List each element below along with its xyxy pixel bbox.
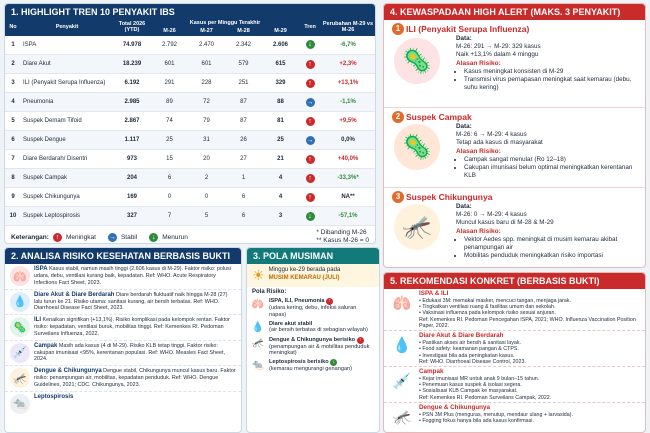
cell-change: +40,0% [321, 150, 375, 169]
cell-m26: 6 [151, 169, 188, 188]
risk-item-campak [5, 341, 241, 367]
col-kasus: Kasus per Minggu Terakhir [151, 20, 299, 28]
table-body [5, 36, 375, 226]
rec-item-ispa [384, 289, 645, 331]
arrow-up-icon: ↑ [306, 79, 315, 88]
cell-m27: 79 [188, 112, 225, 131]
risk-item-lepto [5, 392, 241, 416]
note-2: ** Kasus M-26 = 0 [316, 237, 369, 244]
cell-trend [299, 36, 321, 55]
rec-line: • Pastikan akses air bersih & sanitasi layak. [419, 339, 521, 346]
cell-name: Diare Berdarah/ Disentri [21, 150, 113, 169]
season-title: 3. POLA MUSIMAN [247, 248, 379, 264]
cell-m27: 5 [188, 207, 225, 226]
cell-no: 3 [5, 74, 21, 93]
cell-change: -1,1% [321, 93, 375, 112]
col-penyakit: Penyakit [21, 20, 113, 36]
legend-label: Keterangan: [11, 233, 49, 241]
sun-icon: ☀ [252, 267, 265, 283]
col-tren: Tren [299, 20, 321, 36]
legend-down: Menurun [162, 233, 188, 241]
risk-label: Alasan Risiko: [456, 59, 501, 67]
mosquito-icon: 🦟 [394, 204, 440, 250]
table-row [5, 112, 375, 131]
table-notes [316, 229, 369, 244]
cell-m26: 25 [151, 131, 188, 150]
note-1: * Dibanding M-26 [316, 229, 367, 237]
arrow-down-icon: ↓ [306, 212, 315, 221]
season-text: (air bersih terbatas di sebagian wilayah) [269, 327, 368, 334]
cell-m26: 0 [151, 188, 188, 207]
data-line: Naik +13,1% dalam 4 minggu [456, 51, 539, 59]
arrow-up-icon: ↑ [306, 193, 315, 202]
season-panel [246, 247, 380, 433]
arrow-down-icon: ↓ [149, 233, 158, 242]
risk-head: Campak [34, 342, 58, 349]
cell-trend [299, 55, 321, 74]
rec-line: • Fogging fokus hanya bila ada kasus konfirmasi. [419, 418, 534, 424]
cell-m26: 89 [151, 93, 188, 112]
cell-name: ILI (Penyakit Serupa Influenza) [21, 74, 113, 93]
cell-no: 1 [5, 36, 21, 55]
cell-m26: 291 [151, 74, 188, 93]
table-row [5, 74, 375, 93]
risk-item-dengue [5, 366, 241, 392]
rec-line: Ref: Kemenkes RI. Pedoman Pencegahan ISPA, 2021; WHO. Influenza Vaccination Position Paper, 2022. [419, 316, 636, 329]
data-line: M-26: 0 → M-29: 4 kasus [456, 211, 527, 219]
reason-list [456, 68, 639, 93]
cell-total: 327 [113, 207, 151, 226]
cell-trend [299, 93, 321, 112]
rat-icon: 🐀 [10, 394, 30, 414]
table-row [5, 36, 375, 55]
cell-total: 2.867 [113, 112, 151, 131]
arrow-right-icon: → [306, 136, 314, 144]
cell-trend [299, 169, 321, 188]
table-row [5, 188, 375, 207]
cell-total: 18.239 [113, 55, 151, 74]
cell-change: 0,0% [321, 131, 375, 150]
col-m26: M-26 [151, 28, 188, 36]
cell-m28: 579 [225, 55, 262, 74]
highlight-panel [4, 3, 376, 244]
season-item-dengue [247, 336, 379, 359]
arrow-right-icon: → [108, 233, 116, 241]
reason: • Cakupan imunisasi belum optimal meningkatkan kerentanan KLB [464, 164, 639, 180]
cell-m26: 74 [151, 112, 188, 131]
cell-m28: 2.342 [225, 36, 262, 55]
cell-no: 5 [5, 112, 21, 131]
season-text: (kemarau mengurangi genangan) [269, 366, 353, 373]
cell-m28: 87 [225, 93, 262, 112]
col-m29: M-29 [262, 28, 299, 36]
alert-name: Suspek Campak [406, 112, 472, 122]
cell-total: 1.117 [113, 131, 151, 150]
rec-line: • Edukasi 3M: memakai masker, mencuci tangan, menjaga jarak. [419, 297, 572, 304]
alert-item-campak [384, 108, 645, 188]
risk-head: ISPA [34, 266, 48, 272]
rec-line: • Food safety: keamanan pangan & CTPS. [419, 346, 519, 353]
cell-m28: 6 [225, 188, 262, 207]
cell-change: -57,1% [321, 207, 375, 226]
rec-line: • Penemuan kasus suspek & isolasi segera. [419, 382, 522, 389]
week-line: Minggu ke-29 berada pada [268, 267, 341, 273]
table-row [5, 93, 375, 112]
cell-m27: 601 [188, 55, 225, 74]
rec-line: • Investigasi bila ada peningkatan kasus. [419, 352, 515, 359]
season-head: Leptospirosis berisiko [269, 359, 329, 366]
rec-head: Diare Akut & Diare Berdarah [419, 332, 504, 340]
cell-name: ISPA [21, 36, 113, 55]
cell-m29: 329 [262, 74, 299, 93]
col-no: No [5, 20, 21, 36]
rec-line: • PSN 3M Plus (menguras, menutup, mendaur ulang + larvasida). [419, 411, 573, 418]
cell-m28: 87 [225, 112, 262, 131]
cell-no: 7 [5, 150, 21, 169]
alert-title: 4. KEWASPADAAN HIGH ALERT (MAKS. 3 PENYAKIT) [384, 4, 645, 20]
reason: • Campak sangat menular (Ro 12–18) [464, 156, 639, 164]
arrow-up-icon: ↑ [306, 117, 315, 126]
col-m28: M-28 [225, 28, 262, 36]
cell-total: 973 [113, 150, 151, 169]
cell-name: Suspek Campak [21, 169, 113, 188]
table-row [5, 207, 375, 226]
rec-head: Campak [419, 368, 444, 376]
arrow-up-icon: ↑ [326, 298, 333, 305]
cell-m28: 1 [225, 169, 262, 188]
cell-m29: 88 [262, 93, 299, 112]
season-text: (penampungan air & mobilitas penduduk meningkat) [269, 343, 370, 357]
cell-total: 6.192 [113, 74, 151, 93]
virus-icon: 🦠 [394, 124, 440, 170]
data-line: Muncul kasus baru di M-28 & M-29 [456, 219, 554, 227]
risk-text: Dengue stabil, Chikungunya muncul kasus baru. Faktor risiko: penampungan air, mobilitas, kepadatan penduduk. Ref: WHO. Dengue Guidelines, 2021; CDC. Chikungunya, 2023. [34, 368, 236, 388]
cell-m27: 20 [188, 150, 225, 169]
rec-line: • Vaksinasi influenza pada kelompok risiko sesuai anjuran. [419, 310, 556, 317]
risk-head: Leptospirosis [34, 393, 74, 400]
cell-name: Suspek Demam Tifoid [21, 112, 113, 131]
water-drop-icon: 💧 [392, 337, 412, 355]
risk-head: ILI [34, 317, 41, 323]
table-header-row [5, 20, 375, 28]
cell-trend [299, 150, 321, 169]
lungs-icon: 🫁 [251, 298, 265, 310]
arrow-down-icon: ↓ [330, 359, 337, 366]
col-total: Total 2026 (YTD) [113, 20, 151, 36]
lungs-icon: 🫁 [392, 295, 412, 312]
cell-m27: 228 [188, 74, 225, 93]
mosquito-icon: 🦟 [10, 368, 30, 388]
trend-table [5, 20, 375, 226]
cell-m28: 6 [225, 207, 262, 226]
cell-m29: 21 [262, 150, 299, 169]
cell-no: 8 [5, 169, 21, 188]
reason: • Transmisi virus pernapasan meningkat saat kemarau (debu, suhu kering) [464, 76, 639, 92]
rec-head: Dengue & Chikungunya [419, 404, 491, 412]
alert-number: 3 [392, 191, 404, 203]
cell-m26: 2.792 [151, 36, 188, 55]
alert-number: 2 [392, 111, 404, 123]
cell-change: +2,3% [321, 55, 375, 74]
season-head: Dengue & Chikungunya berisiko [269, 336, 356, 343]
cell-total: 74.978 [113, 36, 151, 55]
data-label: Data: [456, 123, 472, 130]
cell-change: +13,1% [321, 74, 375, 93]
virus-icon: 🦠 [10, 317, 30, 337]
risk-label: Alasan Risiko: [456, 227, 501, 235]
risk-item-diare [5, 290, 241, 316]
trend-legend [5, 226, 375, 244]
cell-no: 9 [5, 188, 21, 207]
table-row [5, 169, 375, 188]
analysis-panel [4, 247, 242, 433]
table-row [5, 150, 375, 169]
cell-m27: 2 [188, 169, 225, 188]
cell-m28: 251 [225, 74, 262, 93]
recs-title: 5. REKOMENDASI KONKRET (BERBASIS BUKTI) [384, 273, 645, 289]
cell-m27: 2.470 [188, 36, 225, 55]
alert-panel [383, 3, 646, 268]
season-head: ISPA, ILI, Pneumonia [269, 298, 325, 304]
reason: • Vektor Aedes spp. meningkat di musim kemarau akibat penampungan air [464, 236, 639, 252]
alert-item-ili [384, 20, 645, 108]
cell-no: 6 [5, 131, 21, 150]
cell-m26: 7 [151, 207, 188, 226]
risk-item-ispa [5, 264, 241, 290]
cell-m26: 601 [151, 55, 188, 74]
cell-no: 4 [5, 93, 21, 112]
lungs-icon: 🫁 [10, 266, 30, 286]
season-item-diare [247, 320, 379, 336]
cell-trend [299, 188, 321, 207]
legend-stable: Stabil [120, 233, 138, 241]
data-line: M-26: 6 → M-29: 4 kasus [456, 131, 527, 139]
reason-list [456, 236, 639, 261]
rat-icon: 🐀 [251, 360, 265, 372]
arrow-up-icon: ↑ [306, 60, 315, 69]
cell-trend [299, 112, 321, 131]
cell-name: Pneumonia [21, 93, 113, 112]
alert-number: 1 [392, 23, 404, 35]
alert-item-chikungunya [384, 188, 645, 268]
cell-trend [299, 74, 321, 93]
risk-label: Alasan Risiko: [456, 147, 501, 155]
season-name: MUSIM KEMARAU (JULI) [268, 274, 340, 281]
cell-m29: 3 [262, 207, 299, 226]
cell-m29: 25 [262, 131, 299, 150]
rec-item-campak [384, 367, 645, 403]
cell-m29: 4 [262, 188, 299, 207]
table-row [5, 55, 375, 74]
mosquito-icon: 🦟 [392, 409, 412, 427]
reason-list [456, 156, 639, 181]
season-banner [247, 264, 379, 287]
cell-m27: 31 [188, 131, 225, 150]
data-line: M-26: 291 → M-29: 329 kasus [456, 43, 541, 51]
cell-m28: 26 [225, 131, 262, 150]
rec-line: • Kejar imunisasi MR untuk anak 9 bulan–15 tahun. [419, 375, 540, 382]
cell-trend [299, 131, 321, 150]
alert-name: ILI (Penyakit Serupa Influenza) [406, 24, 530, 34]
rec-item-diare [384, 331, 645, 367]
highlight-title: 1. HIGHLIGHT TREN 10 PENYAKIT IBS [5, 4, 375, 20]
cell-change: NA** [321, 188, 375, 207]
reason: • Kasus meningkat konsisten di M-29 [464, 68, 639, 76]
cell-m28: 27 [225, 150, 262, 169]
cell-m29: 2.606 [262, 36, 299, 55]
risk-text: Kenaikan signifikan (+13,1%). Risiko komplikasi pada kelompok rentan. Faktor risiko: kepadatan, ventilasi buruk, mobilitas tinggi. Ref: Kemenkes RI. Pedoman Surveilans Influenza, 2022. [34, 317, 230, 337]
cell-trend [299, 207, 321, 226]
virus-icon: 🦠 [394, 38, 440, 84]
rec-head: ISPA & ILI [419, 290, 449, 297]
data-label: Data: [456, 203, 472, 210]
season-item-ispa [247, 297, 379, 320]
risk-head: Diare Akut & Diare Berdarah [34, 291, 115, 298]
arrow-up-icon: ↑ [306, 174, 315, 183]
water-drop-icon: 💧 [251, 321, 265, 333]
rec-line: Ref: Kemenkes RI. Pedoman Surveilans Campak, 2022. [419, 394, 552, 401]
season-head: Diare akut stabil [269, 320, 313, 327]
rec-line: • Tingkatkan ventilasi ruang & fasilitas umum dan sekolah. [419, 303, 556, 310]
data-label: Data: [456, 35, 472, 42]
rec-line: • Sosialisasi KLB Campak ke masyarakat. [419, 388, 518, 395]
alert-name: Suspek Chikungunya [406, 192, 493, 202]
cell-name: Suspek Chikungunya [21, 188, 113, 207]
reason: • Mobilitas penduduk meningkatkan risiko importasi [464, 252, 639, 260]
cell-total: 169 [113, 188, 151, 207]
risk-text: Kasus stabil, namun masih tinggi (2.606 kasus di M-29). Faktor risiko: polusi udara, debu, ventilasi kurang baik, kepadatan. Ref: WHO. Acute Respiratory Infections Fact Sheet, 2023. [34, 266, 231, 286]
cell-m29: 615 [262, 55, 299, 74]
col-m27: M-27 [188, 28, 225, 36]
col-perubahan: Perubahan M-29 vs M-26 [321, 20, 375, 36]
arrow-down-icon: ↓ [306, 40, 315, 49]
cell-total: 2.985 [113, 93, 151, 112]
arrow-up-icon: ↑ [306, 155, 315, 164]
cell-m27: 0 [188, 188, 225, 207]
cell-m29: 81 [262, 112, 299, 131]
rec-line: Ref: WHO. Diarrhoeal Disease Control, 2023. [419, 358, 526, 365]
cell-name: Suspek Leptospirosis [21, 207, 113, 226]
water-drop-icon: 💧 [10, 292, 30, 312]
risk-head: Dengue & Chikungunya [34, 368, 102, 374]
season-text: (udara kering, debu, infeksi saluran napas) [269, 305, 357, 318]
recs-panel [383, 272, 646, 433]
table-row [5, 131, 375, 150]
arrow-up-icon: ↑ [53, 233, 62, 242]
data-line: Tetap ada kasus di masyarakat [456, 139, 543, 147]
cell-no: 2 [5, 55, 21, 74]
cell-change: -33,3%* [321, 169, 375, 188]
syringe-icon: 💉 [10, 343, 30, 363]
rec-item-dengue [384, 403, 645, 431]
arrow-up-icon: ↑ [357, 337, 364, 344]
cell-total: 204 [113, 169, 151, 188]
risk-item-ili [5, 315, 241, 341]
risk-text: Masih ada kasus (4 di M-29). Risiko KLB tetap tinggi. Faktor risiko: cakupan imunisasi <95%, kerentanan populasi. Ref: WHO. Measles Fact Sheet, 2024. [34, 342, 226, 363]
cell-no: 10 [5, 207, 21, 226]
season-item-lepto [247, 358, 379, 374]
legend-up: Meningkat [65, 233, 96, 241]
cell-m29: 4 [262, 169, 299, 188]
mosquito-icon: 🦟 [251, 337, 265, 349]
pola-label: Pola Risiko: [252, 289, 287, 295]
risk-text: Diare berdarah fluktuatif naik hingga M-28 (27) lalu turun ke 21. Risiko utama: sanitasi kurang, air bersih terbatas. Ref: WHO. Diarrhoeal Disease Fact Sheet, 2023. [34, 291, 228, 312]
syringe-icon: 💉 [392, 373, 412, 391]
analysis-title: 2. ANALISA RISIKO KESEHATAN BERBASIS BUKTI [5, 248, 241, 264]
cell-name: Diare Akut [21, 55, 113, 74]
cell-name: Suspek Dengue [21, 131, 113, 150]
cell-change: +9,5% [321, 112, 375, 131]
arrow-right-icon: → [306, 98, 314, 106]
cell-change: -6,7% [321, 36, 375, 55]
cell-m26: 15 [151, 150, 188, 169]
cell-m27: 72 [188, 93, 225, 112]
